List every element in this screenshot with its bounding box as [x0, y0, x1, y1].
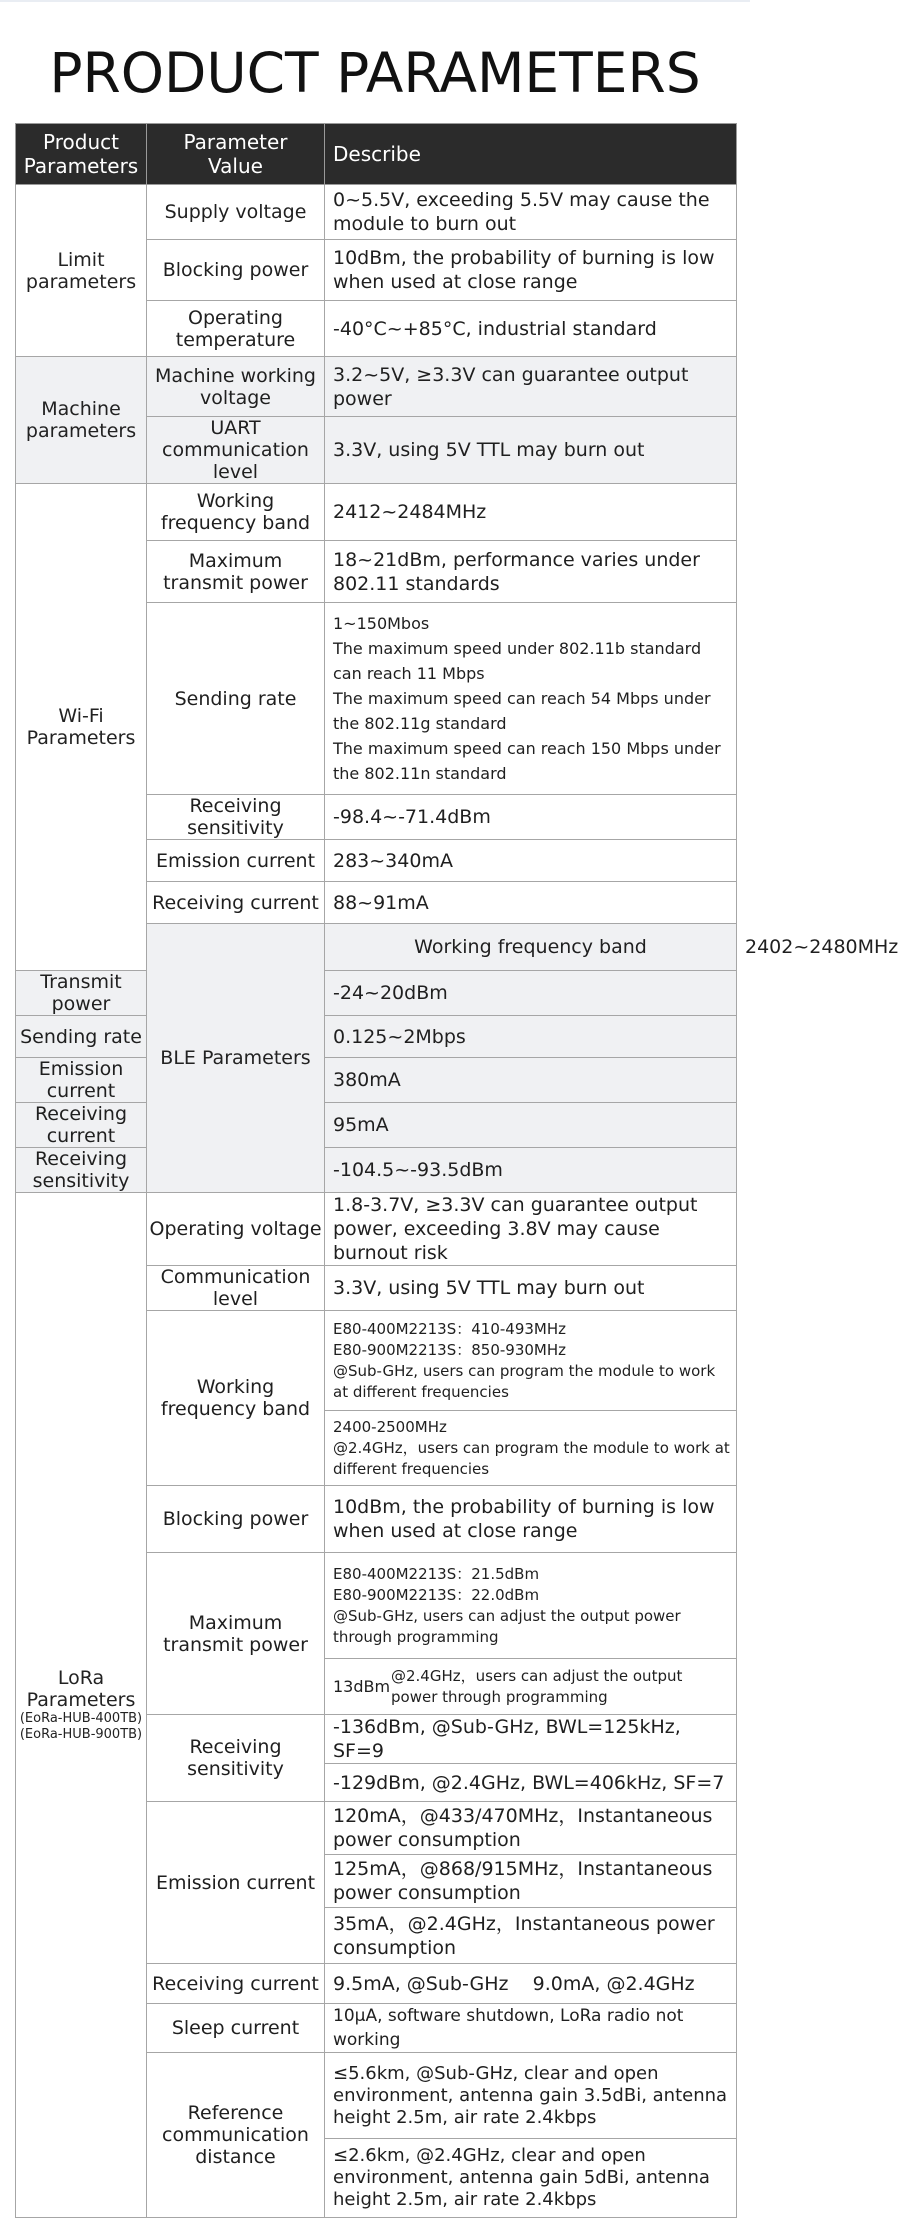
- wifi-rate-line: The maximum speed can reach 54 Mbps under the 802.11g standard: [333, 689, 711, 733]
- param-wifi-max-transmit-power: Maximum transmit power: [147, 541, 325, 603]
- desc-lora-receiving-current: 9.5mA, @Sub-GHz 9.0mA, @2.4GHz: [325, 1964, 737, 2004]
- desc-wifi-sending-rate: [325, 603, 737, 795]
- param-ble-sending-rate: Sending rate: [16, 1016, 147, 1058]
- desc-uart-level: 3.3V, using 5V TTL may burn out: [325, 417, 737, 484]
- param-supply-voltage: Supply voltage: [147, 185, 325, 240]
- category-ble: BLE Parameters: [147, 924, 325, 1193]
- desc-wifi-emission-current: 283~340mA: [325, 840, 737, 882]
- lora-txp-24ghz-value: 13dBm: [333, 1676, 391, 1696]
- desc-lora-rx-sensitivity-subghz: -136dBm, @Sub-GHz, BWL=125kHz, SF=9: [325, 1715, 737, 1764]
- desc-blocking-power: 10dBm, the probability of burning is low when used at close range: [325, 240, 737, 301]
- table-row: [16, 185, 737, 240]
- page-title: PRODUCT PARAMETERS: [49, 41, 701, 105]
- top-divider: [0, 0, 750, 2]
- desc-lora-frequency-24ghz: [325, 1411, 737, 1486]
- lora-freq-line: E80-400M2213S：410-493MHz: [333, 1319, 567, 1338]
- param-lora-blocking-power: Blocking power: [147, 1486, 325, 1553]
- param-ble-frequency-band: Working frequency band: [325, 924, 737, 971]
- lora-freq-note: @2.4GHz，users can program the module to work at different frequencies: [333, 1438, 730, 1478]
- lora-txp-24ghz-note: @2.4GHz，users can adjust the output power through programming: [391, 1666, 683, 1706]
- desc-wifi-rx-sensitivity: -98.4~-71.4dBm: [325, 795, 737, 840]
- param-lora-communication-level: Communication level: [147, 1266, 325, 1311]
- lora-txp-note: @Sub-GHz, users can adjust the output power through programming: [333, 1606, 681, 1646]
- desc-lora-emission-24ghz: 35mA，@2.4GHz，Instantaneous power consumption: [325, 1908, 737, 1964]
- lora-freq-note: @Sub-GHz, users can program the module to work at different frequencies: [333, 1361, 716, 1401]
- desc-ble-receiving-current: 95mA: [325, 1103, 737, 1148]
- desc-operating-temperature: -40°C~+85°C, industrial standard: [325, 301, 737, 357]
- param-lora-emission-current: Emission current: [147, 1802, 325, 1964]
- desc-lora-operating-voltage: 1.8-3.7V, ≥3.3V can guarantee output power, exceeding 3.8V may cause burnout risk: [325, 1193, 737, 1266]
- table-row: BLE Parameters Working frequency band 2402~2480MHz: [16, 924, 737, 971]
- desc-lora-tx-power-24ghz: [325, 1659, 737, 1715]
- header-parameter-value: Parameter Value: [147, 124, 325, 185]
- param-operating-temperature: Operating temperature: [147, 301, 325, 357]
- param-wifi-sending-rate: Sending rate: [147, 603, 325, 795]
- category-lora: [16, 1193, 147, 2218]
- parameters-table: [15, 123, 898, 2218]
- table-row: [16, 1058, 737, 1103]
- desc-ble-transmit-power: -24~20dBm: [325, 971, 737, 1016]
- desc-lora-distance-24ghz: ≤2.6km, @2.4GHz, clear and open environment, antenna gain 5dBi, antenna height 2.5m, air rate 2.4kbps: [325, 2139, 737, 2218]
- lora-txp-line: E80-400M2213S：21.5dBm: [333, 1564, 540, 1583]
- desc-lora-rx-sensitivity-24ghz: -129dBm, @2.4GHz, BWL=406kHz, SF=7: [325, 1764, 737, 1802]
- param-blocking-power: Blocking power: [147, 240, 325, 301]
- table-row: [16, 1016, 737, 1058]
- param-wifi-receiving-current: Receiving current: [147, 882, 325, 924]
- table-row: [16, 971, 737, 1016]
- param-lora-rx-sensitivity: Receiving sensitivity: [147, 1715, 325, 1802]
- param-machine-working-voltage: Machine working voltage: [147, 357, 325, 417]
- wifi-rate-line: The maximum speed can reach 150 Mbps under the 802.11n standard: [333, 739, 721, 783]
- wifi-rate-line: 1~150Mbos: [333, 614, 430, 633]
- desc-lora-tx-power-subghz: [325, 1553, 737, 1659]
- desc-ble-sending-rate: 0.125~2Mbps: [325, 1016, 737, 1058]
- header-describe: Describe: [325, 124, 737, 185]
- param-wifi-emission-current: Emission current: [147, 840, 325, 882]
- category-wifi: Wi-Fi Parameters: [16, 484, 147, 971]
- param-ble-emission-current: Emission current: [16, 1058, 147, 1103]
- desc-lora-blocking-power: 10dBm, the probability of burning is low when used at close range: [325, 1486, 737, 1553]
- lora-model-900: (EoRa-HUB-900TB): [19, 1727, 143, 1742]
- param-wifi-rx-sensitivity: Receiving sensitivity: [147, 795, 325, 840]
- desc-ble-emission-current: 380mA: [325, 1058, 737, 1103]
- desc-lora-emission-868: 125mA，@868/915MHz，Instantaneous power consumption: [325, 1855, 737, 1908]
- lora-freq-line: E80-900M2213S：850-930MHz: [333, 1340, 567, 1359]
- param-lora-receiving-current: Receiving current: [147, 1964, 325, 2004]
- lora-freq-line: 2400-2500MHz: [333, 1417, 447, 1436]
- category-machine: Machine parameters: [16, 357, 147, 484]
- param-ble-rx-sensitivity: Receiving sensitivity: [16, 1148, 147, 1193]
- param-ble-transmit-power: Transmit power: [16, 971, 147, 1016]
- param-lora-frequency-band: Working frequency band: [147, 1311, 325, 1486]
- table-header-row: [16, 124, 737, 185]
- desc-wifi-max-transmit-power: 18~21dBm, performance varies under 802.11 standards: [325, 541, 737, 603]
- lora-txp-line: E80-900M2213S：22.0dBm: [333, 1585, 540, 1604]
- table-row: [16, 357, 737, 417]
- desc-lora-emission-433: 120mA，@433/470MHz，Instantaneous power consumption: [325, 1802, 737, 1855]
- param-wifi-frequency-band: Working frequency band: [147, 484, 325, 541]
- desc-lora-distance-subghz: ≤5.6km, @Sub-GHz, clear and open environment, antenna gain 3.5dBi, antenna height 2.5m, air rate 2.4kbps: [325, 2053, 737, 2139]
- table-row: [16, 1148, 737, 1193]
- desc-ble-rx-sensitivity: -104.5~-93.5dBm: [325, 1148, 737, 1193]
- desc-wifi-receiving-current: 88~91mA: [325, 882, 737, 924]
- param-uart-level: UART communication level: [147, 417, 325, 484]
- header-product-parameters: Product Parameters: [16, 124, 147, 185]
- wifi-rate-line: The maximum speed under 802.11b standard can reach 11 Mbps: [333, 639, 702, 683]
- table-row: [16, 1193, 737, 1266]
- param-lora-sleep-current: Sleep current: [147, 2004, 325, 2053]
- param-lora-reference-distance: Reference communication distance: [147, 2053, 325, 2218]
- category-limit: Limit parameters: [16, 185, 147, 357]
- table-row: [16, 1103, 737, 1148]
- lora-category-label: LoRa Parameters: [26, 1667, 136, 1711]
- desc-lora-frequency-subghz: [325, 1311, 737, 1411]
- desc-supply-voltage: 0~5.5V, exceeding 5.5V may cause the module to burn out: [325, 185, 737, 240]
- param-lora-max-transmit-power: Maximum transmit power: [147, 1553, 325, 1715]
- desc-machine-working-voltage: 3.2~5V, ≥3.3V can guarantee output power: [325, 357, 737, 417]
- desc-wifi-frequency-band: 2412~2484MHz: [325, 484, 737, 541]
- table-row: [16, 484, 737, 541]
- param-lora-operating-voltage: Operating voltage: [147, 1193, 325, 1266]
- lora-model-400: (EoRa-HUB-400TB): [19, 1711, 143, 1726]
- param-ble-receiving-current: Receiving current: [16, 1103, 147, 1148]
- desc-lora-sleep-current: 10μA, software shutdown, LoRa radio not working: [325, 2004, 737, 2053]
- desc-lora-communication-level: 3.3V, using 5V TTL may burn out: [325, 1266, 737, 1311]
